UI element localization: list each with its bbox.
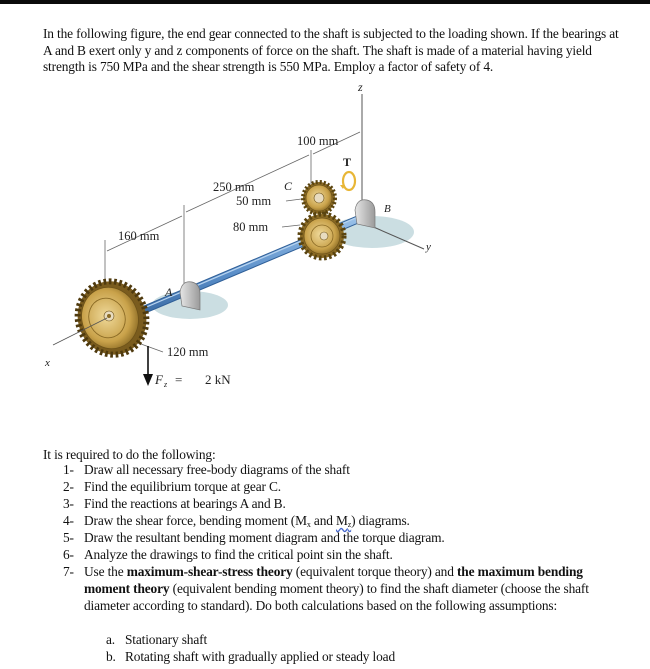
force-value: 2 kN	[205, 372, 231, 387]
dim-160mm: 160 mm	[118, 229, 160, 243]
item-text: Draw all necessary free-body diagrams of the shaft	[84, 462, 350, 477]
item-number: 5-	[63, 530, 74, 545]
item-number: 6-	[63, 547, 74, 562]
text-part: and	[310, 513, 336, 528]
x-axis-label: x	[45, 357, 50, 369]
requirements-heading: It is required to do the following:	[43, 447, 216, 462]
end-gear	[67, 272, 156, 365]
dim-80mm: 80 mm	[233, 220, 269, 234]
torque-arrow	[340, 155, 355, 190]
label-c: C	[284, 179, 293, 193]
text-part: (equivalent torque theory) and	[292, 564, 457, 579]
force-label	[154, 372, 231, 389]
label-a: A	[165, 285, 173, 299]
z-axis-label: z	[358, 80, 363, 94]
shaft-figure	[0, 76, 650, 396]
item-text: Find the equilibrium torque at gear C.	[84, 479, 281, 494]
force-symbol: F	[155, 372, 163, 387]
y-axis-label: y	[426, 241, 431, 253]
sub-item-label: b.	[106, 649, 116, 664]
force-equals: =	[175, 372, 183, 387]
force-subscript: z	[164, 380, 168, 389]
text-part: Draw the shear force, bending moment (M	[84, 513, 307, 528]
subscript-x: x	[306, 520, 311, 529]
label-t: T	[343, 155, 352, 169]
item-text: Analyze the drawings to find the critical point sin the shaft.	[84, 547, 393, 562]
item-number: 4-	[63, 513, 74, 528]
text-part: (equivalent bending moment theory) to find the shaft diameter (choose the shaft diameter according to standard). Do both calculations based on the following assumptions:	[84, 580, 589, 613]
sub-item-text: Rotating shaft with gradually applied or steady load	[125, 649, 395, 664]
text-part: Use the	[84, 564, 127, 579]
text-part: ) diagrams.	[351, 513, 410, 528]
text-part: M	[335, 513, 348, 528]
item-number: 7-	[63, 564, 74, 579]
gear-80mm	[300, 214, 344, 258]
item-number: 2-	[63, 479, 74, 494]
item-text	[84, 564, 604, 614]
dim-250mm: 250 mm	[213, 180, 255, 194]
label-b: B	[384, 203, 391, 215]
sub-item-label: a.	[106, 632, 115, 647]
item-number: 3-	[63, 496, 74, 511]
top-border-bar	[0, 0, 650, 4]
bold-term: maximum-shear-stress theory	[126, 564, 293, 579]
gear-c	[303, 182, 335, 214]
dim-50mm: 50 mm	[236, 194, 272, 208]
sub-item-text: Stationary shaft	[125, 632, 208, 647]
bold-term: the maximum bending moment theory	[84, 564, 583, 596]
item-number: 1-	[63, 462, 74, 477]
item-text: Find the reactions at bearings A and B.	[84, 496, 286, 511]
problem-statement: In the following figure, the end gear connected to the shaft is subjected to the loading shown. If the bearings at A and B exert only y and z components of force on the shaft. The shaft is made of a material having yield strength is 750 MPa and the shear strength is 550 MPa. Employ a factor of safety of 4.	[43, 26, 619, 74]
dim-100mm: 100 mm	[297, 134, 339, 148]
force-fz-arrow	[143, 346, 153, 386]
subscript-z: z	[347, 520, 352, 529]
item-text: Draw the resultant bending moment diagram and the torque diagram.	[84, 530, 445, 545]
spellcheck-underlined-mz	[336, 513, 351, 528]
dim-120mm: 120 mm	[167, 345, 209, 359]
